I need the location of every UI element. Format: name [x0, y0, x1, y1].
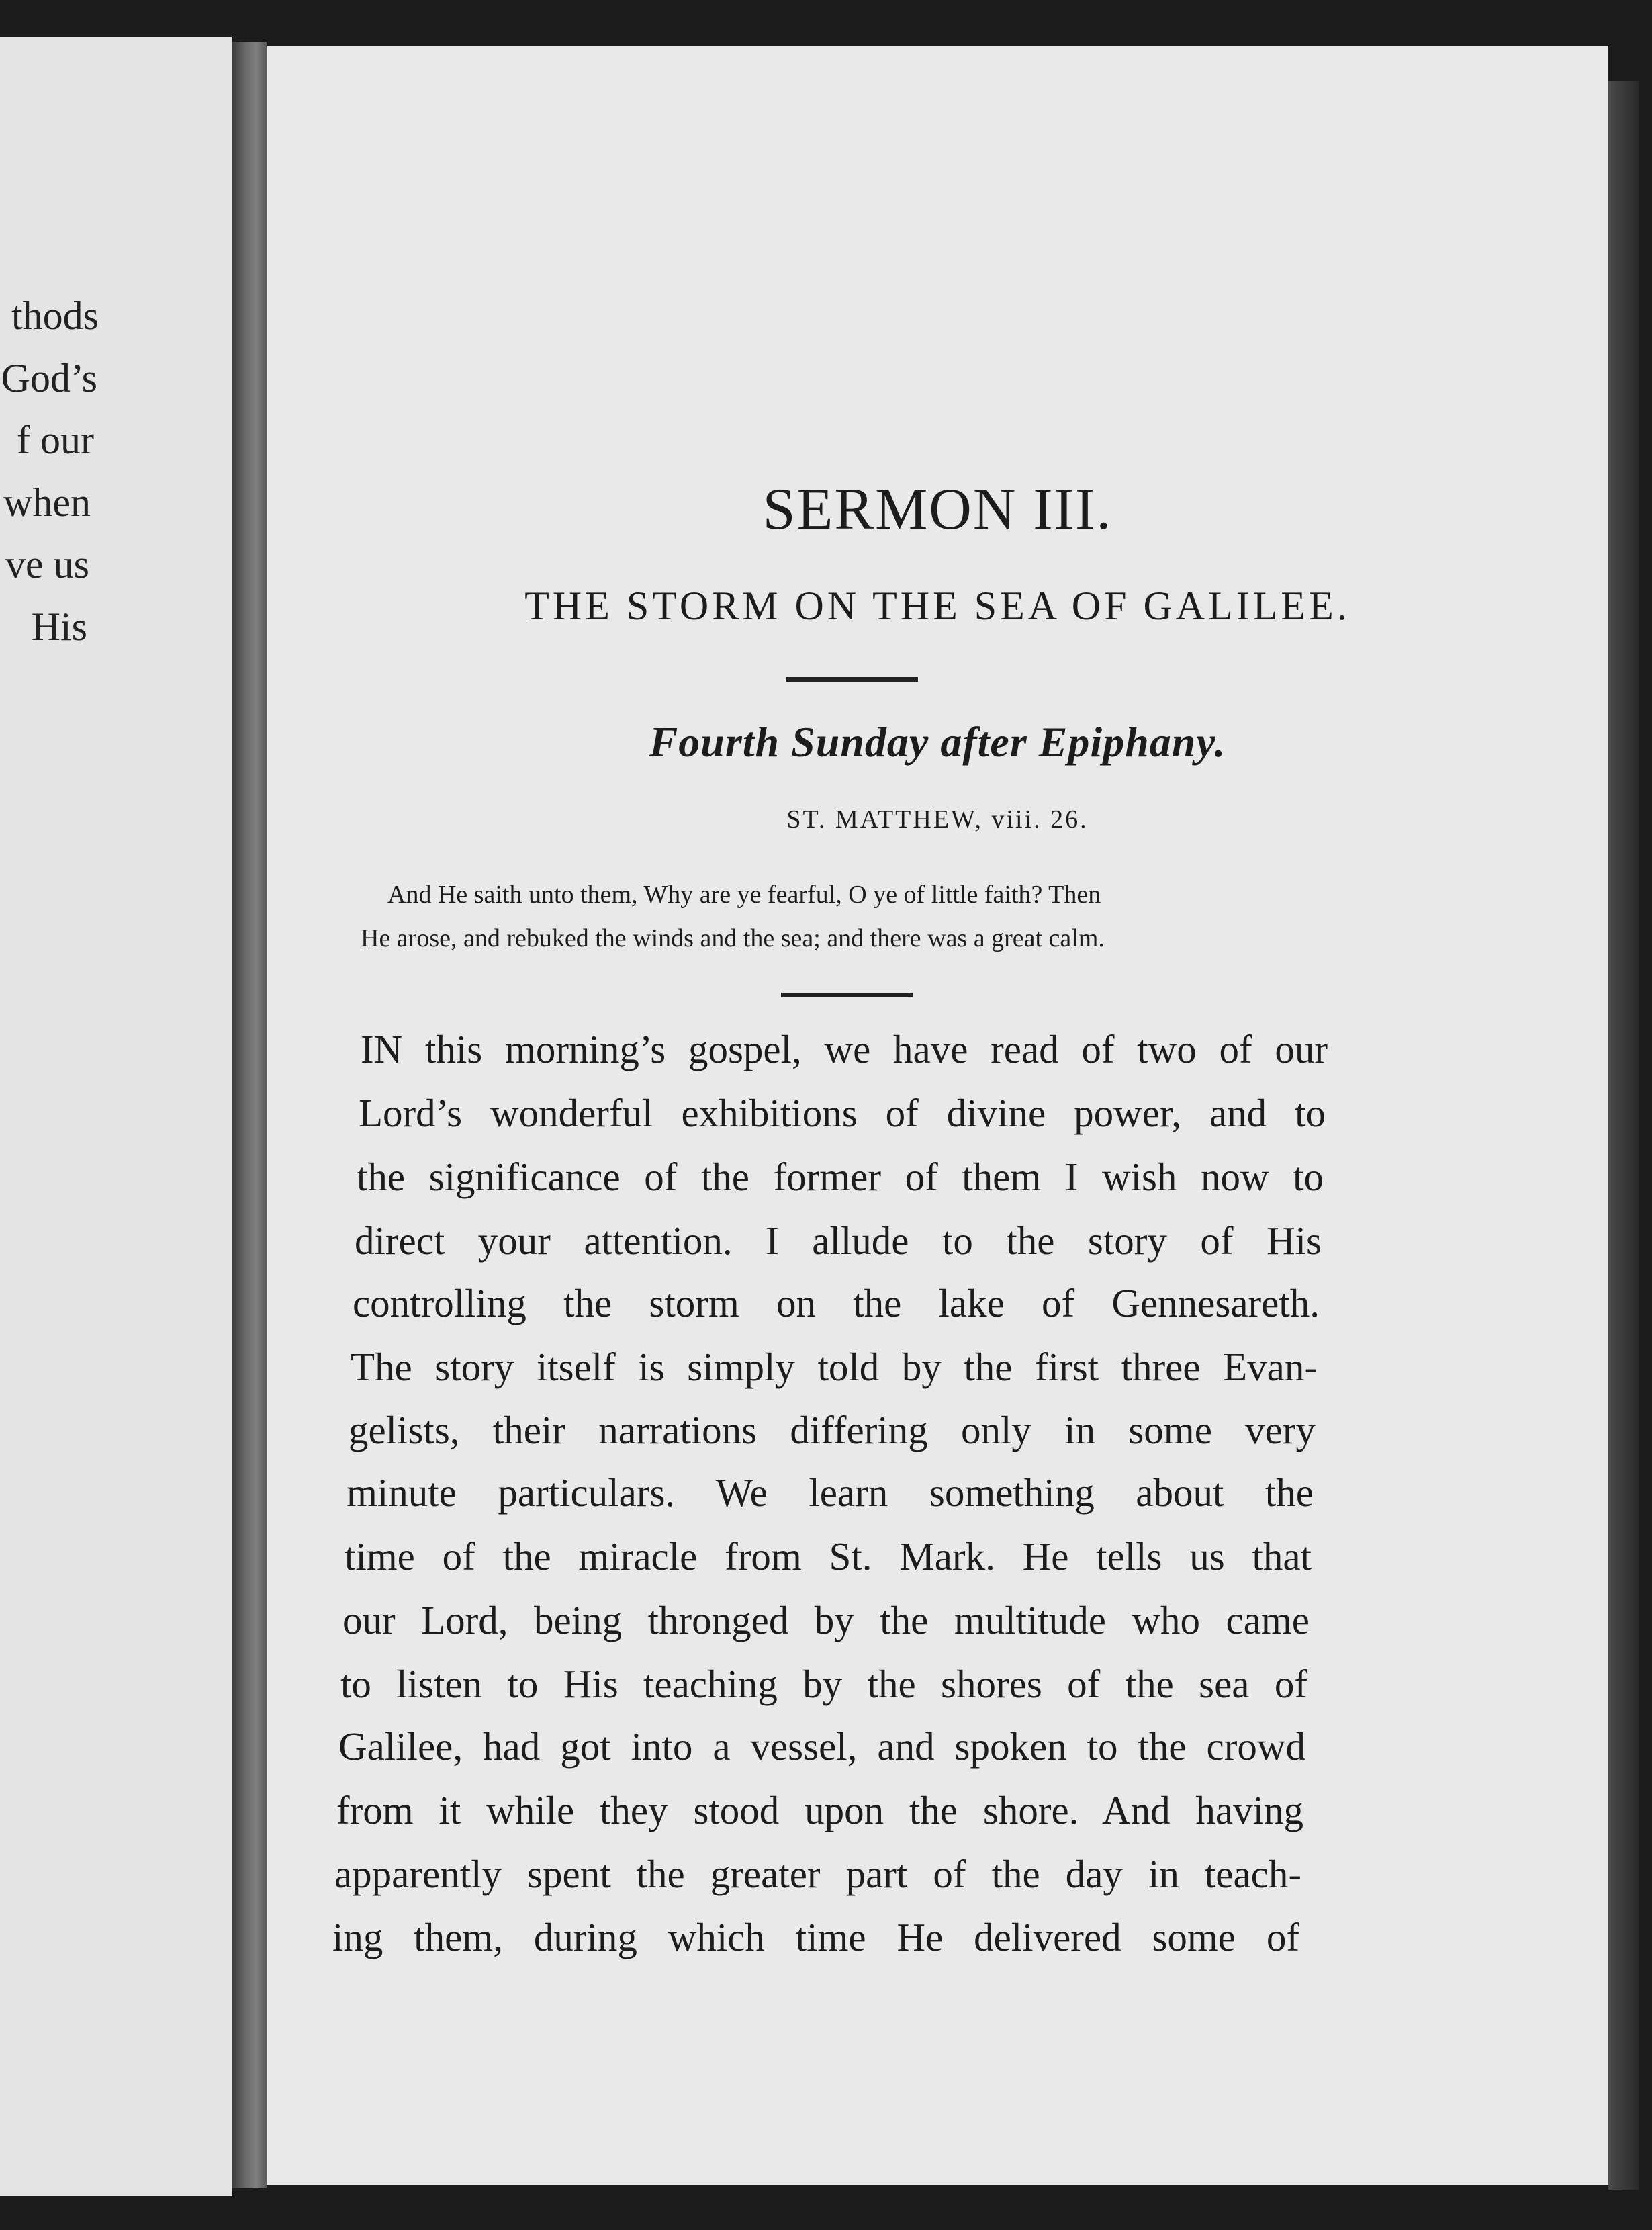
book-page: [267, 46, 1608, 2185]
body-text-line: controlling the storm on the lake of Gennesareth.: [353, 1281, 1320, 1325]
body-text-line: direct your attention. I allude to the story of His: [355, 1218, 1322, 1263]
left-facing-page: [0, 37, 232, 2196]
body-text-line: Lord’s wonderful exhibitions of divine power, and to: [359, 1091, 1326, 1135]
liturgical-occasion: Fourth Sunday after Epiphany.: [649, 718, 1226, 766]
body-text-line: minute particulars. We learn something about the: [347, 1470, 1314, 1515]
left-page-line: thods: [11, 294, 99, 338]
left-page-line: f our: [17, 418, 94, 462]
left-page-line: when: [3, 480, 91, 525]
book-gutter: [232, 42, 267, 2188]
sermon-title: SERMON III.: [762, 477, 1113, 542]
body-text-line: IN this morning’s gospel, we have read of two of our: [361, 1027, 1328, 1071]
body-text-line: time of the miracle from St. Mark. He tells us that: [345, 1534, 1312, 1578]
body-text-line: ing them, during which time He delivered some of: [332, 1915, 1299, 1959]
epigraph-line: And He saith unto them, Why are ye fearful, O ye of little faith? Then: [387, 881, 1101, 909]
page-edge-shadow: [1608, 81, 1639, 2190]
divider-rule: [781, 993, 913, 997]
body-text-line: Galilee, had got into a vessel, and spoken to the crowd: [338, 1724, 1305, 1769]
body-text-line: to listen to His teaching by the shores of the sea of: [340, 1662, 1307, 1706]
body-text-line: gelists, their narrations differing only in some very: [349, 1408, 1316, 1452]
body-text-line: apparently spent the greater part of the day in teach-: [334, 1852, 1301, 1896]
scripture-reference: ST. MATTHEW, viii. 26.: [786, 805, 1089, 834]
left-page-line: His: [31, 605, 87, 649]
body-text-line: from it while they stood upon the shore. And having: [336, 1788, 1303, 1832]
epigraph-line: He arose, and rebuked the winds and the sea; and there was a great calm.: [361, 924, 1105, 952]
sermon-subtitle: THE STORM ON THE SEA OF GALILEE.: [524, 584, 1350, 628]
body-text-line: The story itself is simply told by the first three Evan-: [351, 1345, 1318, 1389]
left-page-line: ve us: [5, 542, 89, 586]
body-text-line: the significance of the former of them I wish now to: [357, 1155, 1324, 1199]
body-text-line: our Lord, being thronged by the multitude who came: [342, 1598, 1310, 1642]
divider-rule: [786, 677, 918, 682]
left-page-line: God’s: [1, 356, 97, 400]
